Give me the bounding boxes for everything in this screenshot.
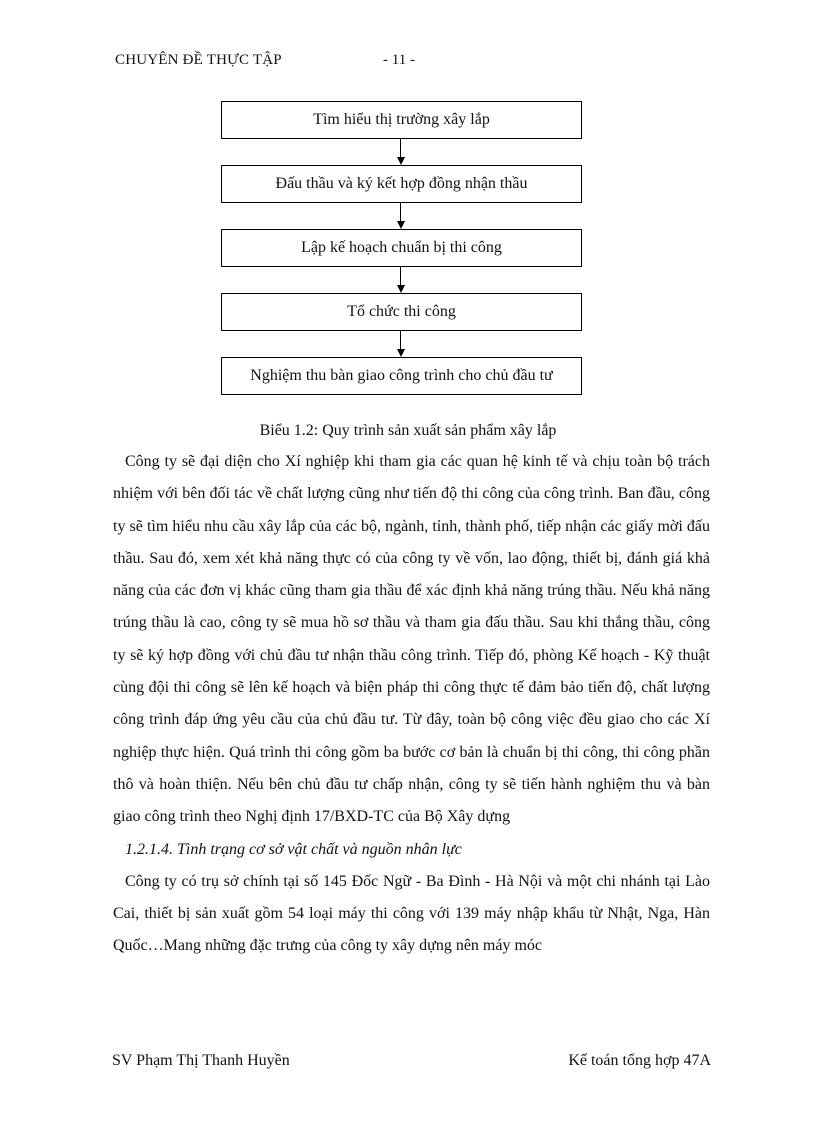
flow-arrow-1 bbox=[221, 139, 582, 165]
footer-department: Kế toán tổng hợp 47A bbox=[568, 1052, 711, 1069]
section-heading: 1.2.1.4. Tình trạng cơ sở vật chất và nguồn nhân lực bbox=[125, 840, 462, 858]
flow-arrow-2 bbox=[221, 203, 582, 229]
flow-step-bidding: Đấu thầu và ký kết hợp đồng nhận thầu bbox=[221, 165, 582, 203]
flow-arrow-4 bbox=[221, 331, 582, 357]
body-text bbox=[113, 446, 710, 963]
flow-arrow-3 bbox=[221, 267, 582, 293]
flow-step-market-research: Tìm hiểu thị trường xây lắp bbox=[221, 101, 582, 139]
flow-step-handover: Nghiệm thu bàn giao công trình cho chủ đầu tư bbox=[221, 357, 582, 395]
header-title: CHUYÊN ĐỀ THỰC TẬP bbox=[115, 52, 282, 68]
flow-step-planning: Lập kế hoạch chuẩn bị thi công bbox=[221, 229, 582, 267]
flow-step-construction: Tổ chức thi công bbox=[221, 293, 582, 331]
paragraph-company-role: Công ty sẽ đại diện cho Xí nghiệp khi tham gia các quan hệ kinh tế và chịu toàn bộ trách nhiệm với bên đối tác về chất lượng cũng như tiến độ thi công của công trình. Ban đầu, công ty sẽ tìm hiểu nhu cầu xây lắp của các bộ, ngành, tỉnh, thành phố, tiếp nhận các giấy mời đấu thầu. Sau đó, xem xét khả năng thực có của công ty về vốn, lao động, thiết bị, đánh giá khả năng của các đơn vị khác cũng tham gia thầu để xác định khả năng trúng thầu. Nếu khả năng trúng thầu là cao, công ty sẽ mua hồ sơ thầu và tham gia đấu thầu. Sau khi thắng thầu, công ty sẽ ký hợp đồng với chủ đầu tư nhận thầu công trình. Tiếp đó, phòng Kế hoạch - Kỹ thuật cùng đội thi công sẽ lên kế hoạch và biện pháp thi công thực tế đảm bảo tiến độ, chất lượng công trình đáp ứng yêu cầu của chủ đầu tư. Từ đây, toàn bộ công việc đều giao cho các Xí nghiệp thực hiện. Quá trình thi công gồm ba bước cơ bản là chuẩn bị thi công, thi công phần thô và hoàn thiện. Nếu bên chủ đầu tư chấp nhận, công ty sẽ tiến hành nghiệm thu và bàn giao công trình theo Nghị định 17/BXD-TC của Bộ Xây dựng bbox=[113, 453, 710, 826]
flowchart bbox=[221, 101, 582, 395]
page-number: - 11 - bbox=[383, 52, 415, 68]
flowchart-caption: Biểu 1.2: Quy trình sản xuất sản phẩm xây lắp bbox=[259, 422, 557, 439]
footer-student: SV Phạm Thị Thanh Huyền bbox=[112, 1052, 290, 1069]
paragraph-facilities: Công ty có trụ sở chính tại số 145 Đốc Ngữ - Ba Đình - Hà Nội và một chi nhánh tại Lào Cai, thiết bị sản xuất gồm 54 loại máy thi công với 139 máy nhập khẩu từ Nhật, Nga, Hàn Quốc…Mang những đặc trưng của công ty xây dựng nên máy móc bbox=[113, 872, 710, 955]
